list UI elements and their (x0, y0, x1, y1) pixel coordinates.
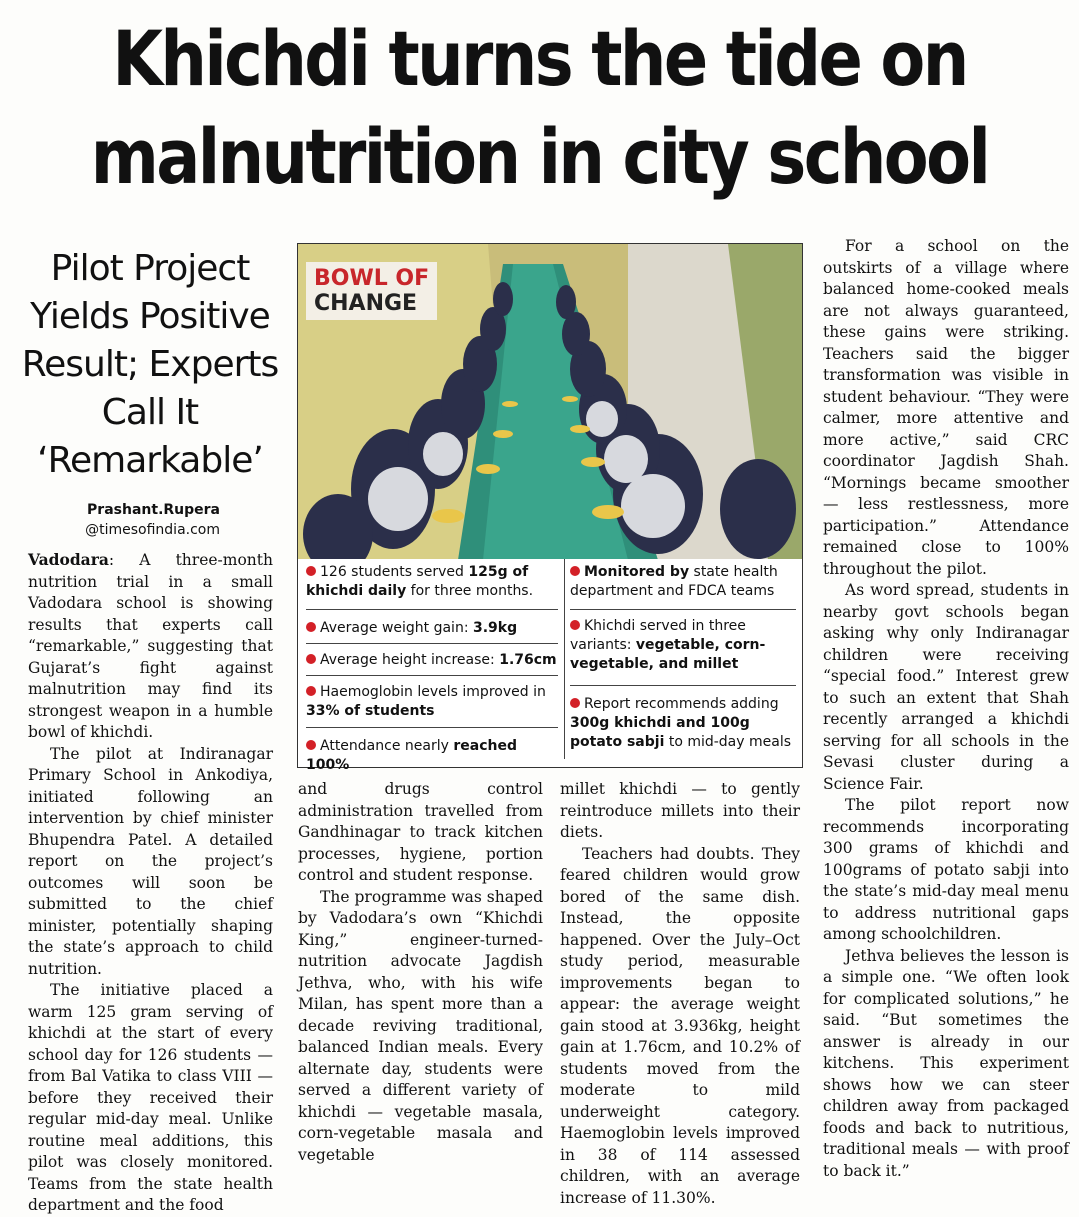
fact-item (306, 651, 558, 676)
fact-item (570, 617, 796, 686)
paragraph: The programme was shaped by Vadodara’s own “Khichdi King,” engineer-turned-nutrition advocate Jagdish Jethva, who, with his wife Milan, has spent more than a decade reviving traditional, balanced Indian meals. Every alternate day, students were served a different variety of khichdi — vegetable masala, corn-vegetable masala and vegetable (298, 887, 543, 1164)
bullet-icon (306, 686, 316, 696)
paragraph (28, 549, 273, 744)
fact-item (306, 683, 558, 728)
subheadline (20, 245, 280, 485)
fact-bold: vegetable, corn-vegetable, and millet (570, 637, 766, 672)
bullet-icon (570, 698, 580, 708)
article-column-3 (560, 779, 800, 1209)
article-column-1 (28, 549, 273, 1217)
fact-text: Khichdi served in three variants: (570, 618, 746, 653)
deck-line-3: Result; Experts (21, 344, 279, 385)
paragraph: and drugs control administration travelled from Gandhinagar to track kitchen processes, hygiene, portion control and student response. (298, 780, 543, 884)
paragraph: Jethva believes the lesson is a simple one. “We often look for complicated solutions,” he said. “But sometimes the answer is already in our kitchens. This experiment shows how we can steer children away from packaged foods and back to nutritious, traditional meals — with proof to back it.” (823, 946, 1069, 1180)
fact-text: Haemoglobin levels improved in (320, 684, 546, 700)
fact-text: Average height increase: (320, 652, 500, 668)
badge-line-1: BOWL OF (314, 266, 430, 291)
byline-source: @timesofindia.com (85, 522, 220, 538)
headline-line-2: malnutrition in city school (90, 112, 989, 201)
deck-line-5: ‘Remarkable’ (37, 440, 263, 481)
fact-divider (564, 559, 565, 759)
paragraph: The pilot report now recommends incorporating 300 grams of khichdi and 100grams of potato sabji into the state’s mid-day meal menu to address nutritional gaps among schoolchildren. (823, 796, 1069, 943)
paragraph-text: : A three-month nutrition trial in a small Vadodara school is showing results that experts call “remarkable,” suggesting that Gujarat’s fight against malnutrition may find its strongest weapon in a humble bowl of khichdi. (28, 551, 273, 741)
fact-item (306, 619, 558, 644)
fact-text: for three months. (406, 583, 534, 599)
paragraph: Teachers had doubts. They feared children would grow bored of the same dish. Instead, the opposite happened. Over the July–Oct study period, measurable improvements began to appear: the average weight gain stood at 3.936kg, height gain at 1.76cm, and 10.2% of students moved from the moderate to mild underweight category. Haemoglobin levels improved in 38 of 114 assessed children, with an average increase of 11.30%. (560, 844, 800, 1207)
paragraph: The initiative placed a warm 125 gram serving of khichdi at the start of every school day for 126 students — from Bal Vatika to class VIII — before they received their regular mid-day meal. Unlike routine meal additions, this pilot was closely monitored. Teams from the state health department and the food (28, 981, 273, 1214)
headline-line-1: Khichdi turns the tide on (112, 14, 967, 103)
deck-line-4: Call It (101, 392, 199, 433)
fact-bold: 125g of khichdi daily (306, 564, 529, 599)
byline-author: Prashant.Rupera (87, 502, 220, 518)
fact-bold: 33% of students (306, 703, 435, 719)
article-column-2 (298, 779, 543, 1166)
byline (20, 500, 220, 540)
fact-bold: Monitored by (584, 564, 690, 580)
paragraph: The pilot at Indiranagar Primary School in Ankodiya, initiated following an intervention by chief minister Bhupendra Patel. A detailed report on the project’s outcomes will soon be submitted to the chief minister, potentially shaping the state’s approach to child nutrition. (28, 744, 273, 978)
fact-item (306, 737, 558, 773)
paragraph: As word spread, students in nearby govt schools began asking why only Indiranagar children were receiving “special food.” Interest grew to such an extent that Shah recently arranged a khichdi serving for all schools in the Sevasi cluster during a Science Fair. (823, 581, 1069, 793)
news-photo (297, 243, 803, 561)
badge-line-2: CHANGE (314, 291, 418, 316)
bullet-icon (306, 740, 316, 750)
fact-text: Average weight gain: (320, 620, 473, 636)
paragraph: For a school on the outskirts of a village where balanced home-cooked meals are not always guaranteed, these gains were striking. Teachers said the bigger transformation was visible in student behaviour. “They were calmer, more attentive and more active,” said CRC coordinator Jagdish Shah. “Mornings became smoother — less restlessness, more participation.” Attendance remained close to 100% throughout the pilot. (823, 237, 1069, 578)
dateline: Vadodara (28, 550, 109, 569)
fact-bold: 3.9kg (473, 620, 518, 636)
fact-text: Report recommends adding (584, 696, 779, 712)
fact-box (297, 559, 803, 773)
bullet-icon (306, 622, 316, 632)
fact-item (570, 563, 796, 610)
bullet-icon (306, 654, 316, 664)
fact-text: 126 students served (320, 564, 469, 580)
bullet-icon (570, 566, 580, 576)
bullet-icon (306, 566, 316, 576)
photo-badge (306, 262, 437, 320)
fact-item (570, 695, 796, 761)
fact-bold: 300g khichdi and 100g potato sabji (570, 715, 750, 750)
bullet-icon (570, 620, 580, 630)
article-column-4 (823, 236, 1069, 1182)
fact-bold: 1.76cm (499, 652, 557, 668)
paragraph: millet khichdi — to gently reintroduce millets into their diets. (560, 780, 800, 841)
fact-text: to mid-day meals (664, 734, 792, 750)
fact-item (306, 563, 558, 610)
deck-line-2: Yields Positive (30, 296, 270, 337)
fact-bold: reached 100% (306, 738, 517, 773)
fact-text: state health department and FDCA teams (570, 564, 778, 599)
fact-text: Attendance nearly (320, 738, 454, 754)
deck-line-1: Pilot Project (50, 248, 250, 289)
